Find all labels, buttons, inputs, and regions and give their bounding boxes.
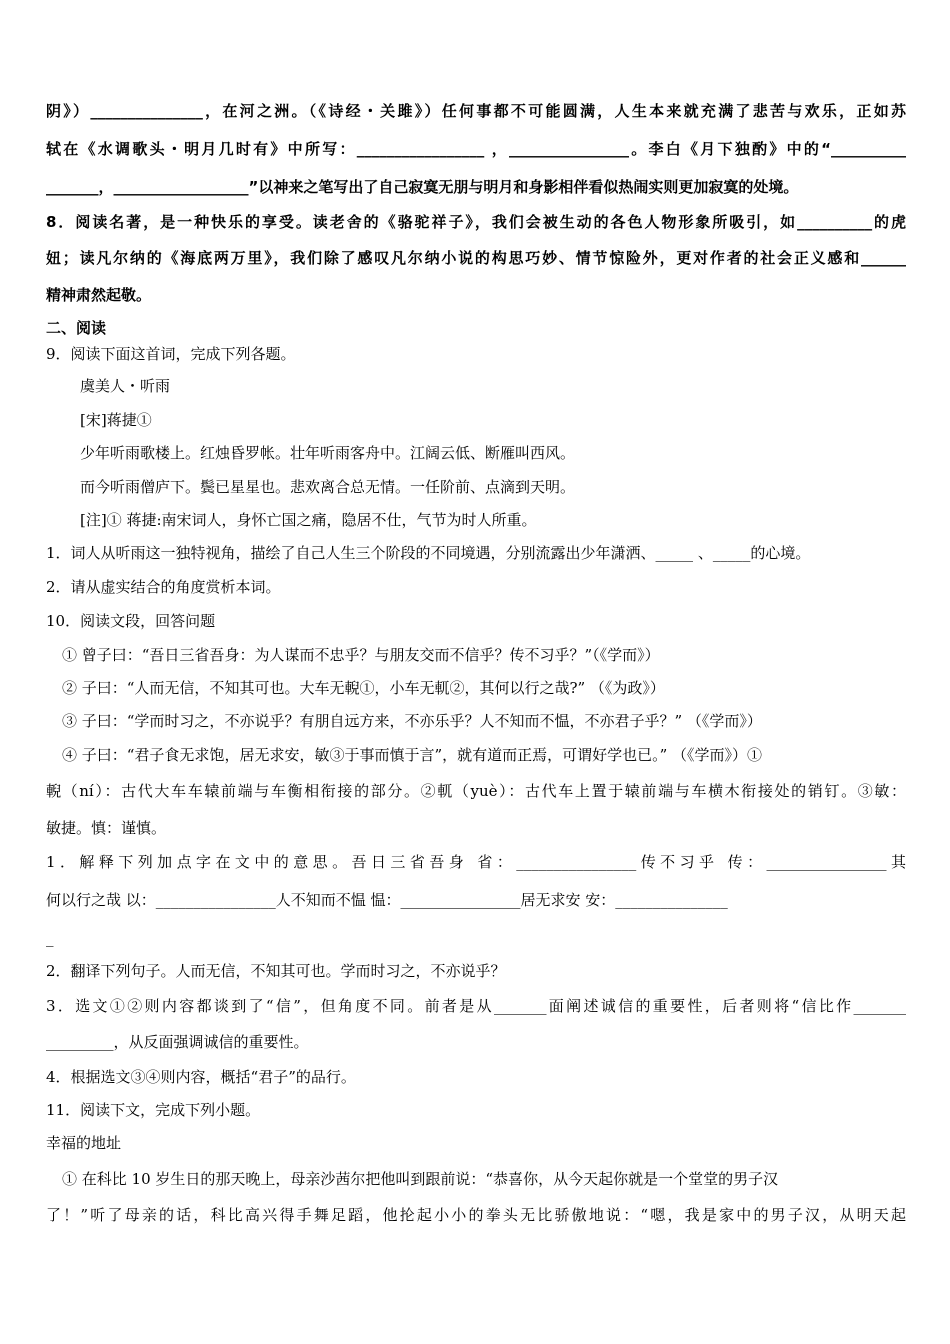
text-line: 10．阅读文段，回答问题 xyxy=(46,612,216,630)
text-line: _________，从反面强调诚信的重要性。 xyxy=(46,1033,309,1051)
text-line: 2．翻译下列句子。人而无信，不知其可也。学而时习之，不亦说乎？ xyxy=(46,962,506,980)
text-line: 9．阅读下面这首词，完成下列各题。 xyxy=(46,345,296,363)
text-line: 了！”听了母亲的话，科比高兴得手舞足蹈，他抡起小小的拳头无比骄傲地说：“嗯，我是家中的男子汉，从明天起 xyxy=(46,1206,906,1224)
text-line: 敏捷。慎：谨慎。 xyxy=(46,819,167,837)
text-line: 幸福的地址 xyxy=(46,1134,122,1152)
text-line: 轼在《水调歌头・明月几时有》中所写：_________________ ，________________。李白《月下独酌》中的“__________ xyxy=(46,140,906,158)
text-line: 8．阅读名著，是一种快乐的享受。读老舍的《骆驼祥子》，我们会被生动的各色人物形象所吸引，如__________的虎 xyxy=(46,213,906,231)
text-line: [注]① 蒋捷:南宋词人，身怀亡国之痛，隐居不仕，气节为时人所重。 xyxy=(80,511,537,529)
text-line: 11．阅读下文，完成下列小题。 xyxy=(46,1101,261,1119)
text-line: 虞美人・听雨 xyxy=(80,377,171,395)
text-line: 1．解释下列加点字在文中的意思。吾日三省吾身 省：________________传不习乎 传：________________其 xyxy=(46,853,906,871)
text-line: 而今听雨僧庐下。鬓已星星也。悲欢离合总无情。一任阶前、点滴到天明。 xyxy=(80,478,576,496)
text-line: 二、阅读 xyxy=(46,319,107,337)
text-line: _______，__________________”以神来之笔写出了自己寂寞无朋与明月和身影相伴看似热闹实则更加寂寞的处境。 xyxy=(46,178,799,196)
text-line: 妞；读凡尔纳的《海底两万里》，我们除了感叹凡尔纳小说的构思巧妙、情节惊险外，更对作者的社会正义感和______ xyxy=(46,249,906,267)
text-line: 何以行之哉 以：________________人不知而不愠 愠：________________居无求安 安：_______________ xyxy=(46,891,728,909)
text-line: 4．根据选文③④则内容，概括“君子”的品行。 xyxy=(46,1068,356,1086)
text-line: 阴》）_______________，在河之洲。（《诗经・关雎》）任何事都不可能圆满，人生本来就充满了悲苦与欢乐，正如苏 xyxy=(46,102,906,120)
text-line: ③ 子曰：“学而时习之，不亦说乎？有朋自远方来，不亦乐乎？人不知而不愠，不亦君子乎？” （《学而》） xyxy=(62,712,762,730)
text-line: 精神肃然起敬。 xyxy=(46,286,152,304)
text-line: 輗（ní）：古代大车车辕前端与车衡相衔接的部分。②軏（yuè）：古代车上置于辕前端与车横木衔接处的销钉。③敏： xyxy=(46,782,906,800)
text-line: [宋]蒋捷① xyxy=(80,411,152,429)
text-line: _ xyxy=(46,929,54,947)
text-line: 3．选文①②则内容都谈到了“信”，但角度不同。前者是从_______面阐述诚信的重要性，后者则将“信比作_______ xyxy=(46,997,906,1015)
text-line: 2．请从虚实结合的角度赏析本词。 xyxy=(46,578,281,596)
text-line: 1．词人从听雨这一独特视角，描绘了自己人生三个阶段的不同境遇，分别流露出少年潇洒、_____ 、_____的心境。 xyxy=(46,544,811,562)
text-line: ① 曾子曰：“吾日三省吾身：为人谋而不忠乎？与朋友交而不信乎？传不习乎？”（《学而》） xyxy=(62,646,660,664)
text-line: ② 子曰：“人而无信，不知其可也。大车无輗①，小车无軏②，其何以行之哉?” （《为政》） xyxy=(62,679,665,697)
text-line: ① 在科比 10 岁生日的那天晚上，母亲沙茜尔把他叫到跟前说：“恭喜你，从今天起你就是一个堂堂的男子汉 xyxy=(62,1170,779,1188)
text-line: 少年听雨歌楼上。红烛昏罗帐。壮年听雨客舟中。江阔云低、断雁叫西风。 xyxy=(80,444,576,462)
text-line: ④ 子曰：“君子食无求饱，居无求安，敏③于事而慎于言”，就有道而正焉，可谓好学也已。” （《学而》）① xyxy=(62,746,763,764)
